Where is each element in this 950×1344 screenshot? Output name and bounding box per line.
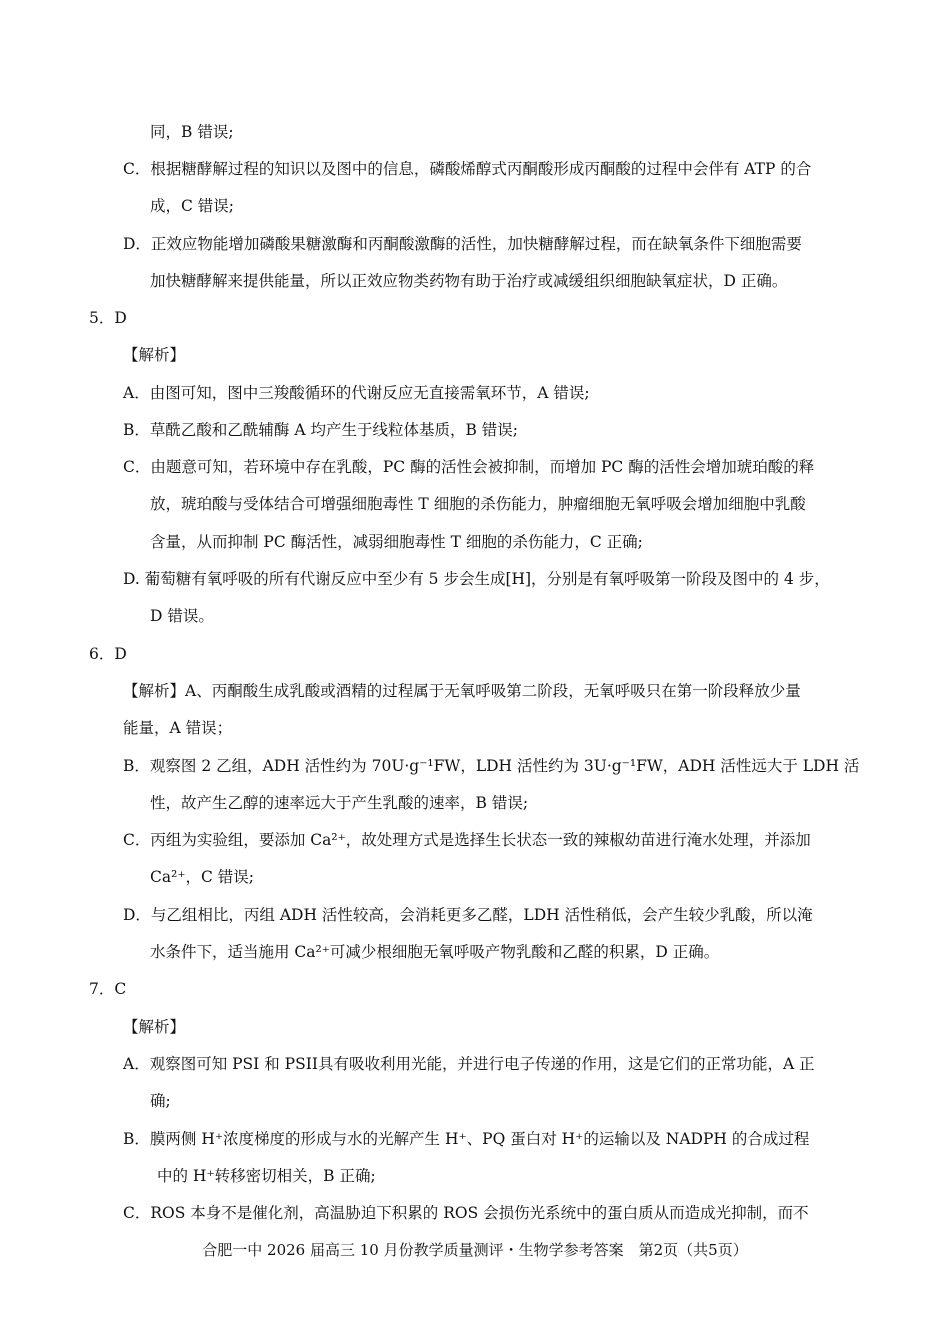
answer-number: 7．C <box>89 980 127 998</box>
text-line: C．丙组为实验组，要添加 Ca²⁺，故处理方式是选择生长状态一致的辣椒幼苗进行淹水处理，并添加 <box>123 831 811 849</box>
text-line: C．由题意可知，若环境中存在乳酸，PC 酶的活性会被抑制，而增加 PC 酶的活性会增加琥珀酸的释 <box>123 458 815 476</box>
section-label: 【解析】 <box>123 1018 186 1036</box>
text-line: D 错误。 <box>150 607 214 625</box>
text-line: 加快糖酵解来提供能量，所以正效应物类药物有助于治疗或减缓组织细胞缺氧症状，D 正确。 <box>150 272 788 290</box>
answer-number: 6．D <box>89 645 127 663</box>
text-line: D．正效应物能增加磷酸果糖激酶和丙酮酸激酶的活性，加快糖酵解过程，而在缺氧条件下细胞需要 <box>123 235 802 253</box>
text-line: C．ROS 本身不是催化剂，高温胁迫下积累的 ROS 会损伤光系统中的蛋白质从而造成光抑制，而不 <box>123 1204 809 1222</box>
text-line: B．观察图 2 乙组，ADH 活性约为 70U·g⁻¹FW，LDH 活性约为 3U·g⁻¹FW，ADH 活性远大于 LDH 活 <box>123 757 860 775</box>
text-line: D．与乙组相比，丙组 ADH 活性较高，会消耗更多乙醛，LDH 活性稍低，会产生较少乳酸，所以淹 <box>123 906 813 924</box>
text-line: B．草酰乙酸和乙酰辅酶 A 均产生于线粒体基质，B 错误; <box>123 421 518 439</box>
text-line: Ca²⁺，C 错误; <box>150 868 255 886</box>
text-line: A．观察图可知 PSI 和 PSII具有吸收利用光能，并进行电子传递的作用，这是它们的正常功能，A 正 <box>123 1055 815 1073</box>
text-line: D. 葡萄糖有氧呼吸的所有代谢反应中至少有 5 步会生成[H]，分别是有氧呼吸第一阶段及图中的 4 步， <box>123 570 830 588</box>
text-line: 性，故产生乙醇的速率远大于产生乳酸的速率，B 错误; <box>150 794 529 812</box>
text-line: 水条件下，适当施用 Ca²⁺可减少根细胞无氧呼吸产物乳酸和乙醛的积累，D 正确。 <box>150 943 720 961</box>
text-line: B．膜两侧 H⁺浓度梯度的形成与水的光解产生 H⁺、PQ 蛋白对 H⁺的运输以及 NADPH 的合成过程 <box>123 1130 810 1148</box>
text-line: 放，琥珀酸与受体结合可增强细胞毒性 T 细胞的杀伤能力，肿瘤细胞无氧呼吸会增加细胞中乳酸 <box>150 495 806 513</box>
text-line: 【解析】A、丙酮酸生成乳酸或酒精的过程属于无氧呼吸第二阶段，无氧呼吸只在第一阶段释放少量 <box>123 682 801 700</box>
answer-number: 5．D <box>89 309 127 327</box>
section-label: 【解析】 <box>123 346 186 364</box>
text-line: 确; <box>150 1092 171 1110</box>
text-line: C．根据糖酵解过程的知识以及图中的信息，磷酸烯醇式丙酮酸形成丙酮酸的过程中会伴有 ATP 的合 <box>123 160 812 178</box>
text-line: 含量，从而抑制 PC 酶活性，减弱细胞毒性 T 细胞的杀伤能力，C 正确; <box>150 533 643 551</box>
text-line: 中的 H⁺转移密切相关，B 正确; <box>157 1167 376 1185</box>
page-footer: 合肥一中 2026 届高三 10 月份教学质量测评・生物学参考答案 第2页（共5页） <box>202 1241 748 1259</box>
text-line: 能量，A 错误； <box>123 719 233 737</box>
text-line: 同，B 错误; <box>150 123 234 141</box>
text-line: 成，C 错误; <box>150 197 235 215</box>
text-line: A．由图可知，图中三羧酸循环的代谢反应无直接需氧环节，A 错误; <box>123 384 590 402</box>
